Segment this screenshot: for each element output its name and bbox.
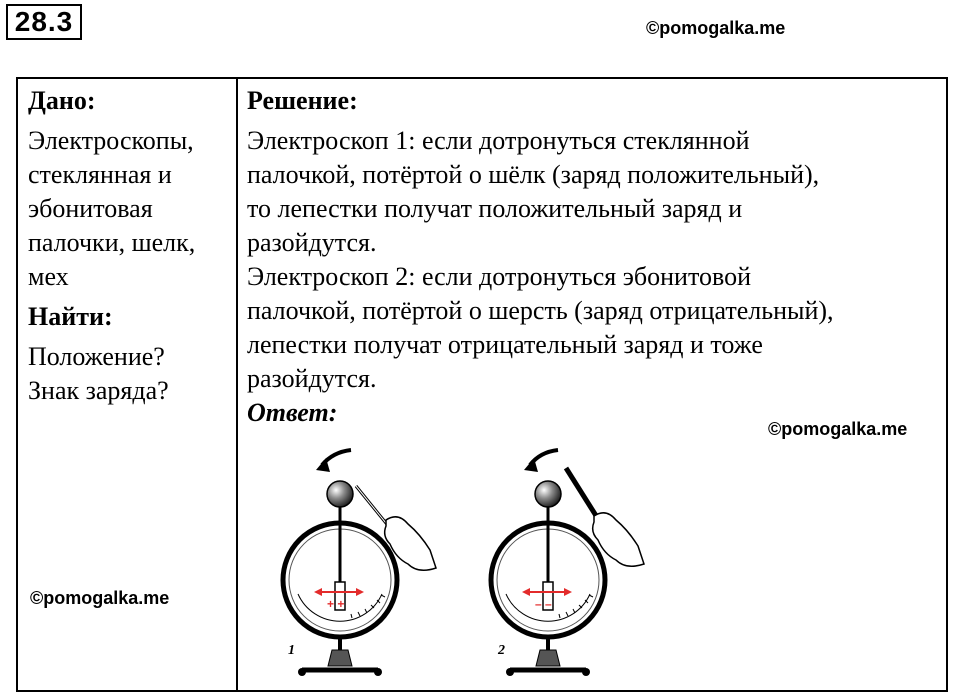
label-2: 2 <box>498 643 505 658</box>
solution-line: Электроскоп 1: если дотронуться стеклянной <box>247 126 750 155</box>
charge-1: + + <box>327 597 345 611</box>
ball-2 <box>535 481 561 507</box>
electroscopes-illustration <box>248 432 668 684</box>
solution-line: то лепестки получат положительный заряд и <box>247 194 743 223</box>
find-heading: Найти: <box>28 302 113 331</box>
watermark-left: ©pomogalka.me <box>30 588 170 608</box>
find-line: Положение? <box>28 342 165 371</box>
label-1: 1 <box>288 643 295 658</box>
solution-heading: Решение: <box>247 86 358 115</box>
watermark-right: ©pomogalka.me <box>768 419 908 439</box>
solution-column <box>247 84 942 430</box>
solution-line: разойдутся. <box>247 364 377 393</box>
solution-line: лепестки получат отрицательный заряд и тоже <box>247 330 763 359</box>
solution-line: Электроскоп 2: если дотронуться эбонитовой <box>247 262 752 291</box>
electroscope-2 <box>491 450 644 676</box>
column-divider <box>236 77 238 692</box>
given-line: эбонитовая <box>28 194 153 223</box>
solution-line: разойдутся. <box>247 228 377 257</box>
ebonite-rod <box>566 468 600 522</box>
given-column <box>28 84 233 408</box>
given-heading: Дано: <box>28 86 96 115</box>
solution-line: палочкой, потёртой о шёлк (заряд положительный), <box>247 160 820 189</box>
answer-label: Ответ: <box>247 398 338 427</box>
given-line: стеклянная и <box>28 160 172 189</box>
watermark-top: ©pomogalka.me <box>646 18 786 38</box>
given-line: Электроскопы, <box>28 126 194 155</box>
ball-1 <box>327 481 353 507</box>
electroscope-1 <box>283 450 436 676</box>
given-line: палочки, шелк, <box>28 228 196 257</box>
find-line: Знак заряда? <box>28 376 169 405</box>
problem-number: 28.3 <box>6 4 82 40</box>
solution-line: палочкой, потёртой о шерсть (заряд отрицательный), <box>247 296 834 325</box>
given-line: мех <box>28 262 69 291</box>
charge-2: – – <box>535 597 552 611</box>
